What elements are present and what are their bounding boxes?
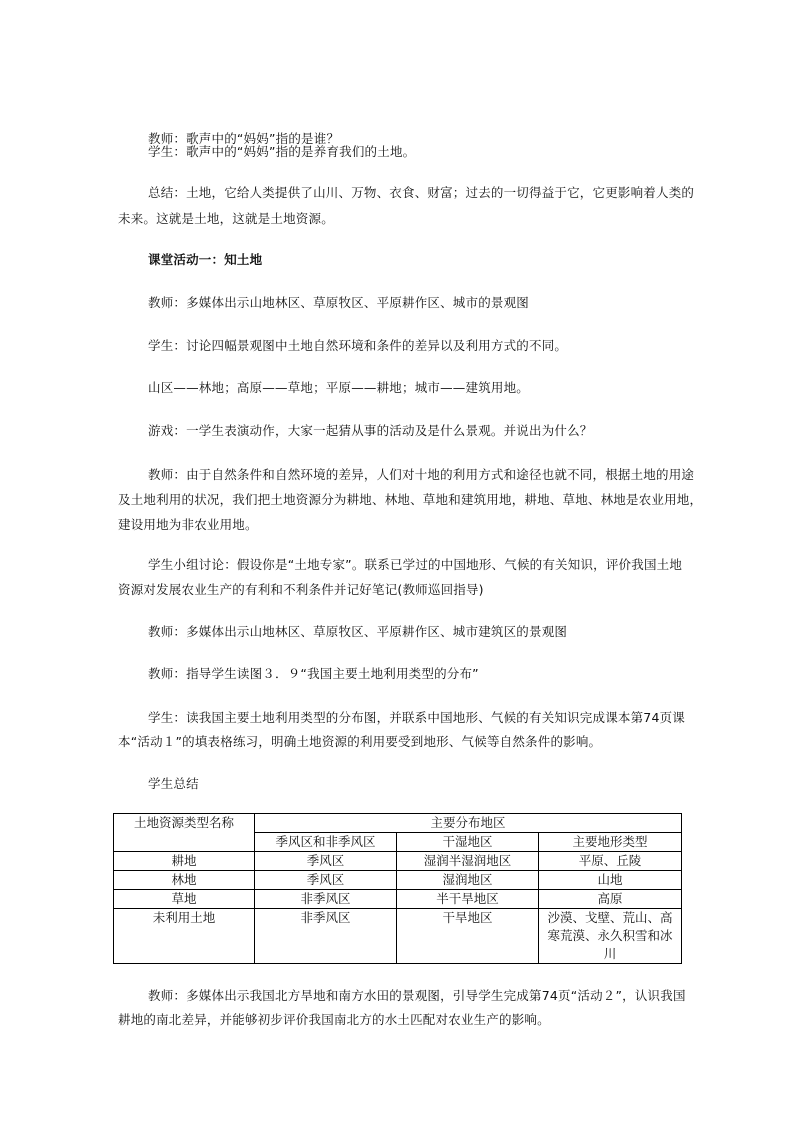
table-cell-terrain: 山地	[539, 871, 682, 890]
paragraph-teacher-explain-line2: 及土地利用的状况，我们把土地资源分为耕地、林地、草地和建筑用地，耕地、草地、林地是农业用地，	[118, 492, 703, 507]
paragraph-land-types: 山区——林地；高原——草地；平原——耕地；城市——建筑用地。	[148, 380, 530, 395]
table-row	[114, 909, 682, 964]
paragraph-teacher-question: 教师：歌声中的“妈妈”指的是谁？	[148, 131, 340, 146]
paragraph-teacher-media-2: 教师：多媒体出示山地林区、草原牧区、平原耕作区、城市建筑区的景观图	[148, 624, 568, 639]
paragraph-group-discussion-line1: 学生小组讨论：假设你是“土地专家”。联系已学过的中国地形、气候的有关知识，评价我国土地	[148, 557, 683, 572]
paragraph-student-read-map-line1: 学生：读我国主要土地利用类型的分布图，并联系中国地形、气候的有关知识完成课本第74页课	[148, 710, 686, 725]
paragraph-student-read-map-line2: 本“活动１”的填表格练习，明确土地资源的利用要受到地形、气候等自然条件的影响。	[118, 734, 602, 749]
table-cell-terrain: 平原、丘陵	[539, 852, 682, 871]
table-cell-terrain: 高原	[539, 890, 682, 909]
paragraph-teacher-explain-line3: 建设用地为非农业用地。	[118, 517, 258, 532]
table-header-row-1	[114, 814, 682, 833]
table-row	[114, 871, 682, 890]
paragraph-student-summary-label: 学生总结	[148, 776, 199, 791]
table-cell-name: 草地	[114, 890, 255, 909]
section-heading-activity-one: 课堂活动一：知土地	[148, 252, 263, 267]
paragraph-teacher-explain-line1: 教师：由于自然条件和自然环境的差异，人们对十地的利用方式和途径也就不同，根据土地的用途	[148, 467, 695, 482]
table-cell-monsoon: 季风区	[255, 871, 397, 890]
paragraph-student-discuss: 学生：讨论四幅景观图中土地自然环境和条件的差异以及利用方式的不同。	[148, 338, 568, 353]
table-cell-dry-wet: 干旱地区	[397, 909, 539, 964]
paragraph-teacher-activity2-line2: 耕地的南北差异，并能够初步评价我国南北方的水土匹配对农业生产的影响。	[118, 1012, 550, 1027]
table-cell-terrain-line: 沙漠、戈壁、荒山、高	[547, 910, 673, 925]
table-row	[114, 890, 682, 909]
table-cell-terrain	[539, 909, 682, 964]
table-header-dry-wet: 干湿地区	[397, 833, 539, 852]
paragraph-student-answer: 学生：歌声中的“妈妈”指的是养育我们的土地。	[148, 144, 416, 159]
table-cell-dry-wet: 半干旱地区	[397, 890, 539, 909]
table-header-land-type: 土地资源类型名称	[114, 814, 255, 852]
table-cell-dry-wet: 湿润地区	[397, 871, 539, 890]
table-cell-monsoon: 非季风区	[255, 909, 397, 964]
table-cell-name: 未利用土地	[114, 909, 255, 964]
table-cell-dry-wet: 湿润半湿润地区	[397, 852, 539, 871]
paragraph-group-discussion-line2: 资源对发展农业生产的有利和不利条件并记好笔记(教师巡回指导)	[118, 582, 484, 597]
table-cell-name: 耕地	[114, 852, 255, 871]
table-header-monsoon: 季风区和非季风区	[255, 833, 397, 852]
paragraph-teacher-media: 教师：多媒体出示山地林区、草原牧区、平原耕作区、城市的景观图	[148, 295, 530, 310]
table-cell-monsoon: 非季风区	[255, 890, 397, 909]
table-cell-terrain-line: 川	[603, 946, 617, 961]
table-row	[114, 852, 682, 871]
table-cell-monsoon: 季风区	[255, 852, 397, 871]
table-header-terrain: 主要地形类型	[539, 833, 682, 852]
summary-table	[113, 813, 682, 964]
paragraph-summary-line2: 未来。这就是土地，这就是土地资源。	[118, 211, 334, 226]
paragraph-teacher-activity2-line1: 教师：多媒体出示我国北方旱地和南方水田的景观图，引导学生完成第74页“活动２”，认识我国	[148, 988, 686, 1003]
paragraph-summary-line1: 总结：土地，它给人类提供了山川、万物、衣食、财富；过去的一切得益于它，它更影响着人类的	[148, 185, 695, 200]
table-cell-terrain-line: 寒荒漠、永久积雪和冰	[547, 928, 673, 943]
paragraph-teacher-guide-map: 教师：指导学生读图３．９“我国主要土地利用类型的分布”	[148, 666, 479, 681]
table-cell-name: 林地	[114, 871, 255, 890]
paragraph-game: 游戏：一学生表演动作，大家一起猜从事的活动及是什么景观。并说出为什么？	[148, 423, 593, 438]
table-header-distribution: 主要分布地区	[255, 814, 682, 833]
